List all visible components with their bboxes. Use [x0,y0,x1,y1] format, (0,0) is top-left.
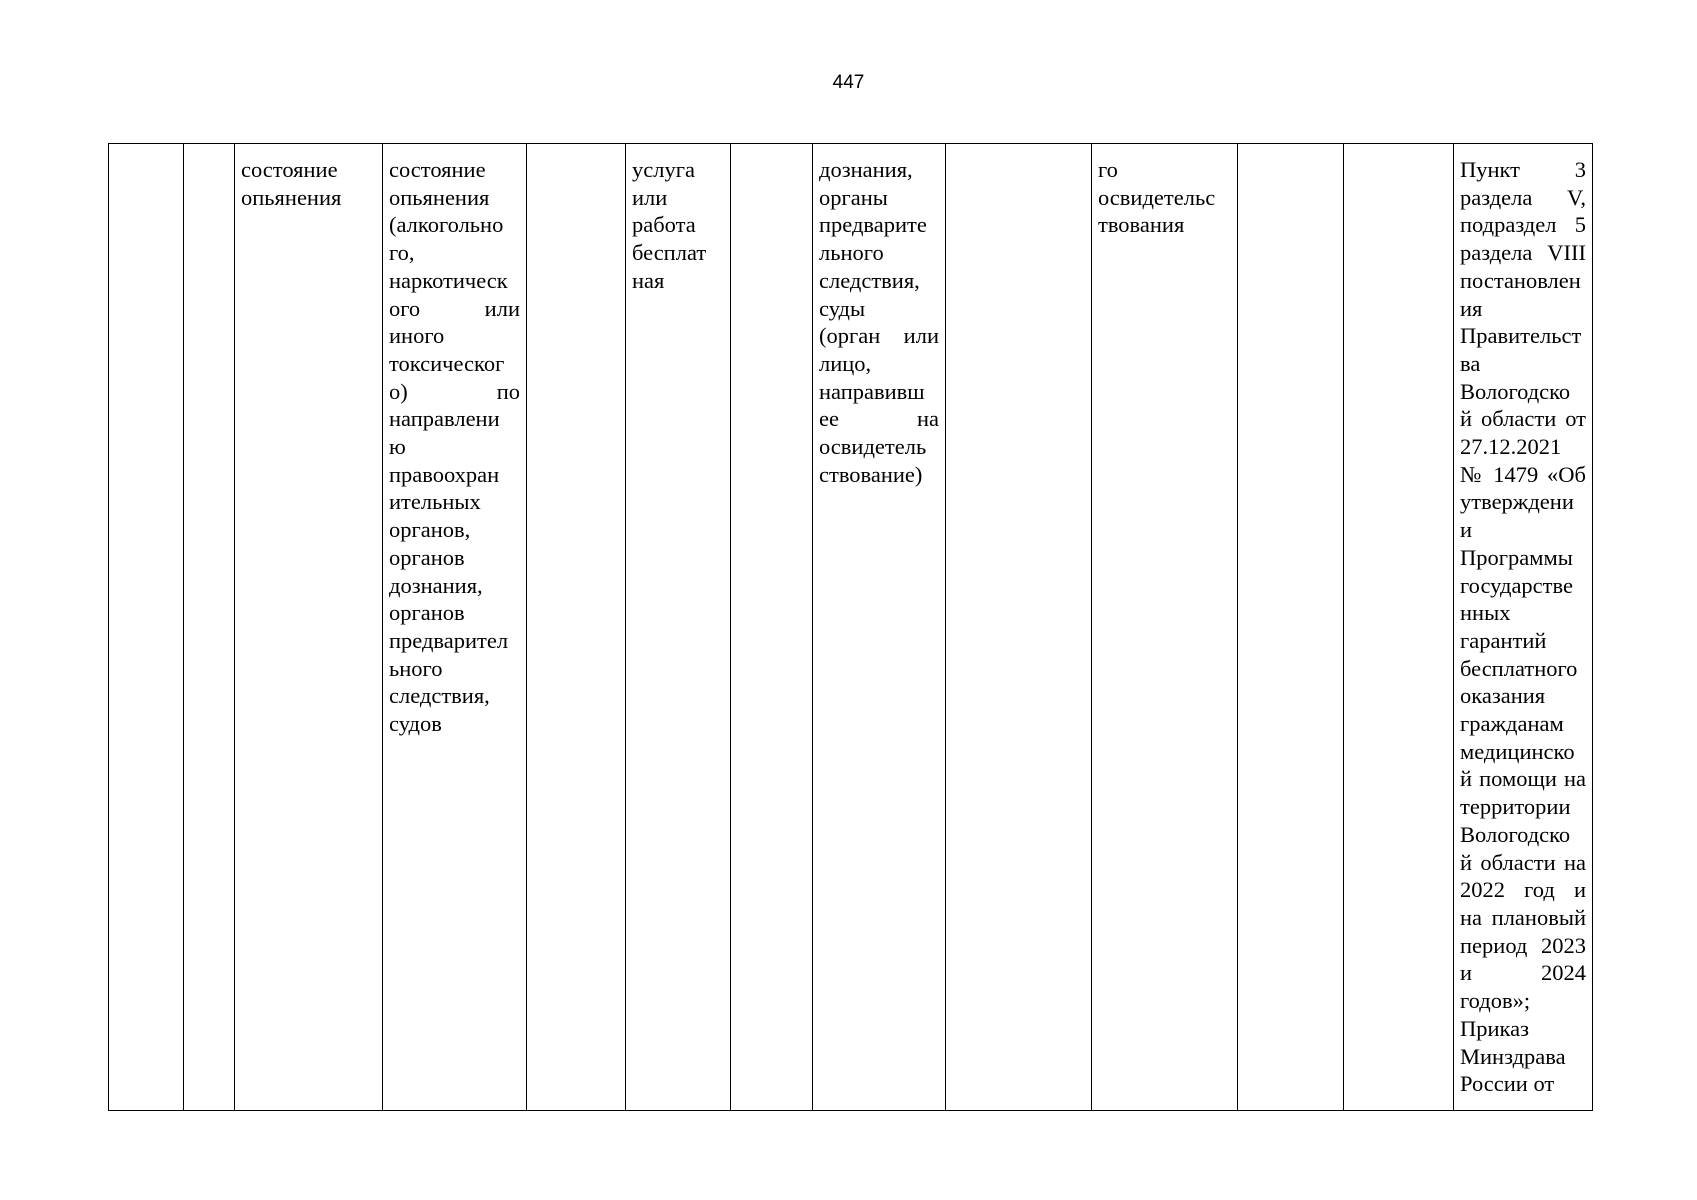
table-cell-2 [184,144,235,1111]
table-cell-5 [527,144,626,1111]
cell-text-line: го [1098,157,1118,182]
table-cell-10 [1092,144,1238,1111]
table-cell-9 [946,144,1092,1111]
cell-text-line: период 2023 [1460,932,1586,958]
cell-text-line: Приказ [1460,1015,1530,1041]
cell-text-line: 27.12.2021 [1460,434,1562,460]
cell-text-line: Вологодско [1460,821,1571,847]
cell-text-line: опьянения [389,184,490,210]
cell-text-line: Пункт 3 [1460,157,1586,182]
cell-text-line: ва [1460,350,1481,376]
cell-text-line: наркотическ [389,267,508,293]
table-cell-1 [109,144,184,1111]
cell-text-line: работа [632,212,696,238]
cell-text-line: гарантий [1460,627,1547,653]
table-cell-6 [626,144,731,1111]
cell-text-line: направивш [819,378,925,404]
cell-text-line: органов [389,600,465,626]
cell-text-line: судов [389,711,442,737]
cell-text-line: органы [819,184,888,210]
cell-text-line: ю [389,434,406,460]
cell-text-line: ная [632,267,665,293]
cell-text-line: й области на [1460,849,1586,875]
cell-text-line: опьянения [241,184,342,210]
table-cell-11 [1238,144,1344,1111]
cell-text-line: ее на [819,406,939,432]
cell-text-line: дознания, [389,572,483,598]
cell-text-line: суды [819,295,866,321]
cell-text-line: (алкогольно [389,212,504,238]
cell-text-line: следствия, [819,267,920,293]
cell-text-line: 2022 год и [1460,877,1586,903]
cell-text-line: Правительст [1460,323,1582,349]
cell-text-line: ия [1460,295,1483,321]
cell-text-line: Программы [1460,544,1573,570]
page-number: 447 [832,72,865,93]
cell-text-line: № 1479 «Об [1460,461,1586,487]
cell-text-line: предварите [819,212,927,238]
cell-text-line: бесплат [632,240,707,266]
cell-text-line: следствия, [389,683,490,709]
cell-text-line: бесплатного [1460,655,1578,681]
cell-text-line: раздела VIII [1460,240,1586,266]
cell-text-line: услуга [632,157,695,182]
cell-text-line: твования [1098,212,1185,238]
cell-text-line: Минздрава [1460,1043,1566,1069]
cell-text-line: раздела V, [1460,184,1586,210]
cell-text-line: освидетель [819,434,927,460]
cell-text-line: и [1460,517,1473,543]
cell-text-line: иного [389,323,445,349]
cell-text-line: й помощи на [1460,766,1586,792]
cell-text-line: медицинско [1460,738,1575,764]
cell-text-line: (орган или [819,323,939,349]
cell-text-line: предварител [389,627,509,653]
table-cell-12 [1344,144,1454,1111]
table-row [109,144,1593,1111]
table-cell-8 [813,144,946,1111]
cell-text-line: й области от [1460,406,1586,432]
cell-text-line: гражданам [1460,711,1564,737]
table-cell-4 [383,144,527,1111]
cell-text-line: органов, [389,517,471,543]
cell-text-line: ительных [389,489,481,515]
cell-text-line: лицо, [819,350,872,376]
cell-text-line: на плановый [1460,904,1586,930]
cell-text-line: дознания, [819,157,913,182]
cell-text-line: состояние [389,157,486,182]
cell-text-line: о) по [389,378,520,404]
cell-text-line: освидетельс [1098,184,1216,210]
cell-text-line: территории [1460,794,1571,820]
cell-text-line: или [632,184,668,210]
cell-text-line: подраздел 5 [1460,212,1586,238]
cell-text-line: и 2024 [1460,960,1586,986]
cell-text-line: направлени [389,406,500,432]
cell-text-line: утверждени [1460,489,1574,515]
cell-text-line: оказания [1460,683,1546,709]
cell-text-line: годов»; [1460,988,1531,1014]
table-cell-13 [1454,144,1593,1111]
cell-text-line: токсическог [389,350,505,376]
cell-text-line: правоохран [389,461,500,487]
document-table [108,143,1593,1111]
cell-text-line: России от [1460,1071,1555,1097]
cell-text-line: нных [1460,600,1511,626]
cell-text-line: ого или [389,295,520,321]
cell-text-line: го, [389,240,415,266]
cell-text-line: состояние [241,157,338,182]
cell-text-line: ьного [389,655,443,681]
cell-text-line: органов [389,544,465,570]
cell-text-line: ствование) [819,461,923,487]
table-cell-7 [731,144,813,1111]
table-cell-3 [235,144,383,1111]
cell-text-line: государстве [1460,572,1573,598]
cell-text-line: льного [819,240,884,266]
cell-text-line: постановлен [1460,267,1581,293]
cell-text-line: Вологодско [1460,378,1571,404]
